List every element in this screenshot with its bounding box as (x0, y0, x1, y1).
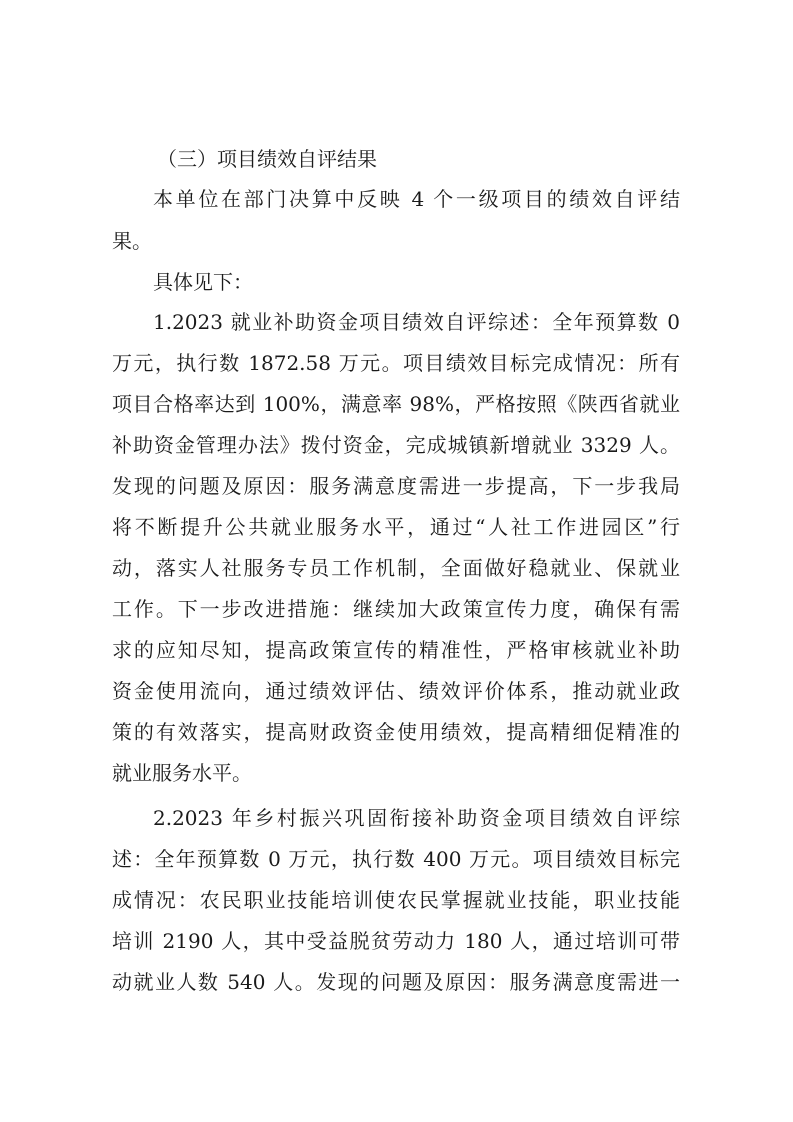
section-title: （三）项目绩效自评结果 (157, 147, 377, 171)
paragraph-line: 动就业人数 540 人。发现的问题及原因：服务满意度需进一 (112, 970, 680, 994)
paragraph-line: 万元，执行数 1872.58 万元。项目绩效目标完成情况：所有 (112, 351, 680, 375)
paragraph-line: 将不断提升公共就业服务水平，通过“人社工作进园区”行 (112, 515, 680, 539)
paragraph-line: 资金使用流向，通过绩效评估、绩效评价体系，推动就业政 (112, 679, 680, 703)
paragraph-line: 述：全年预算数 0 万元，执行数 400 万元。项目绩效目标完 (112, 847, 680, 871)
paragraph-line: 就业服务水平。 (112, 761, 252, 785)
paragraph-line: 成情况：农民职业技能培训使农民掌握就业技能，职业技能 (112, 888, 680, 912)
paragraph-line: 1.2023 就业补助资金项目绩效自评综述：全年预算数 0 (153, 310, 680, 334)
paragraph-line: 发现的问题及原因：服务满意度需进一步提高，下一步我局 (112, 474, 680, 498)
paragraph-line: 补助资金管理办法》拨付资金，完成城镇新增就业 3329 人。 (112, 433, 680, 457)
paragraph-line: 培训 2190 人，其中受益脱贫劳动力 180 人，通过培训可带 (112, 929, 680, 953)
paragraph-line: 动，落实人社服务专员工作机制，全面做好稳就业、保就业 (112, 556, 680, 580)
paragraph-line: 求的应知尽知，提高政策宣传的精准性，严格审核就业补助 (112, 638, 680, 662)
detail-intro: 具体见下： (153, 270, 253, 294)
paragraph-line: 果。 (112, 229, 152, 253)
paragraph-line: 工作。下一步改进措施：继续加大政策宣传力度，确保有需 (112, 597, 680, 621)
paragraph-line: 本单位在部门决算中反映 4 个一级项目的绩效自评结 (153, 187, 680, 211)
paragraph-line: 策的有效落实，提高财政资金使用绩效，提高精细促精准的 (112, 720, 680, 744)
paragraph-line: 项目合格率达到 100%，满意率 98%，严格按照《陕西省就业 (112, 392, 680, 416)
paragraph-line: 2.2023 年乡村振兴巩固衔接补助资金项目绩效自评综 (153, 806, 680, 830)
